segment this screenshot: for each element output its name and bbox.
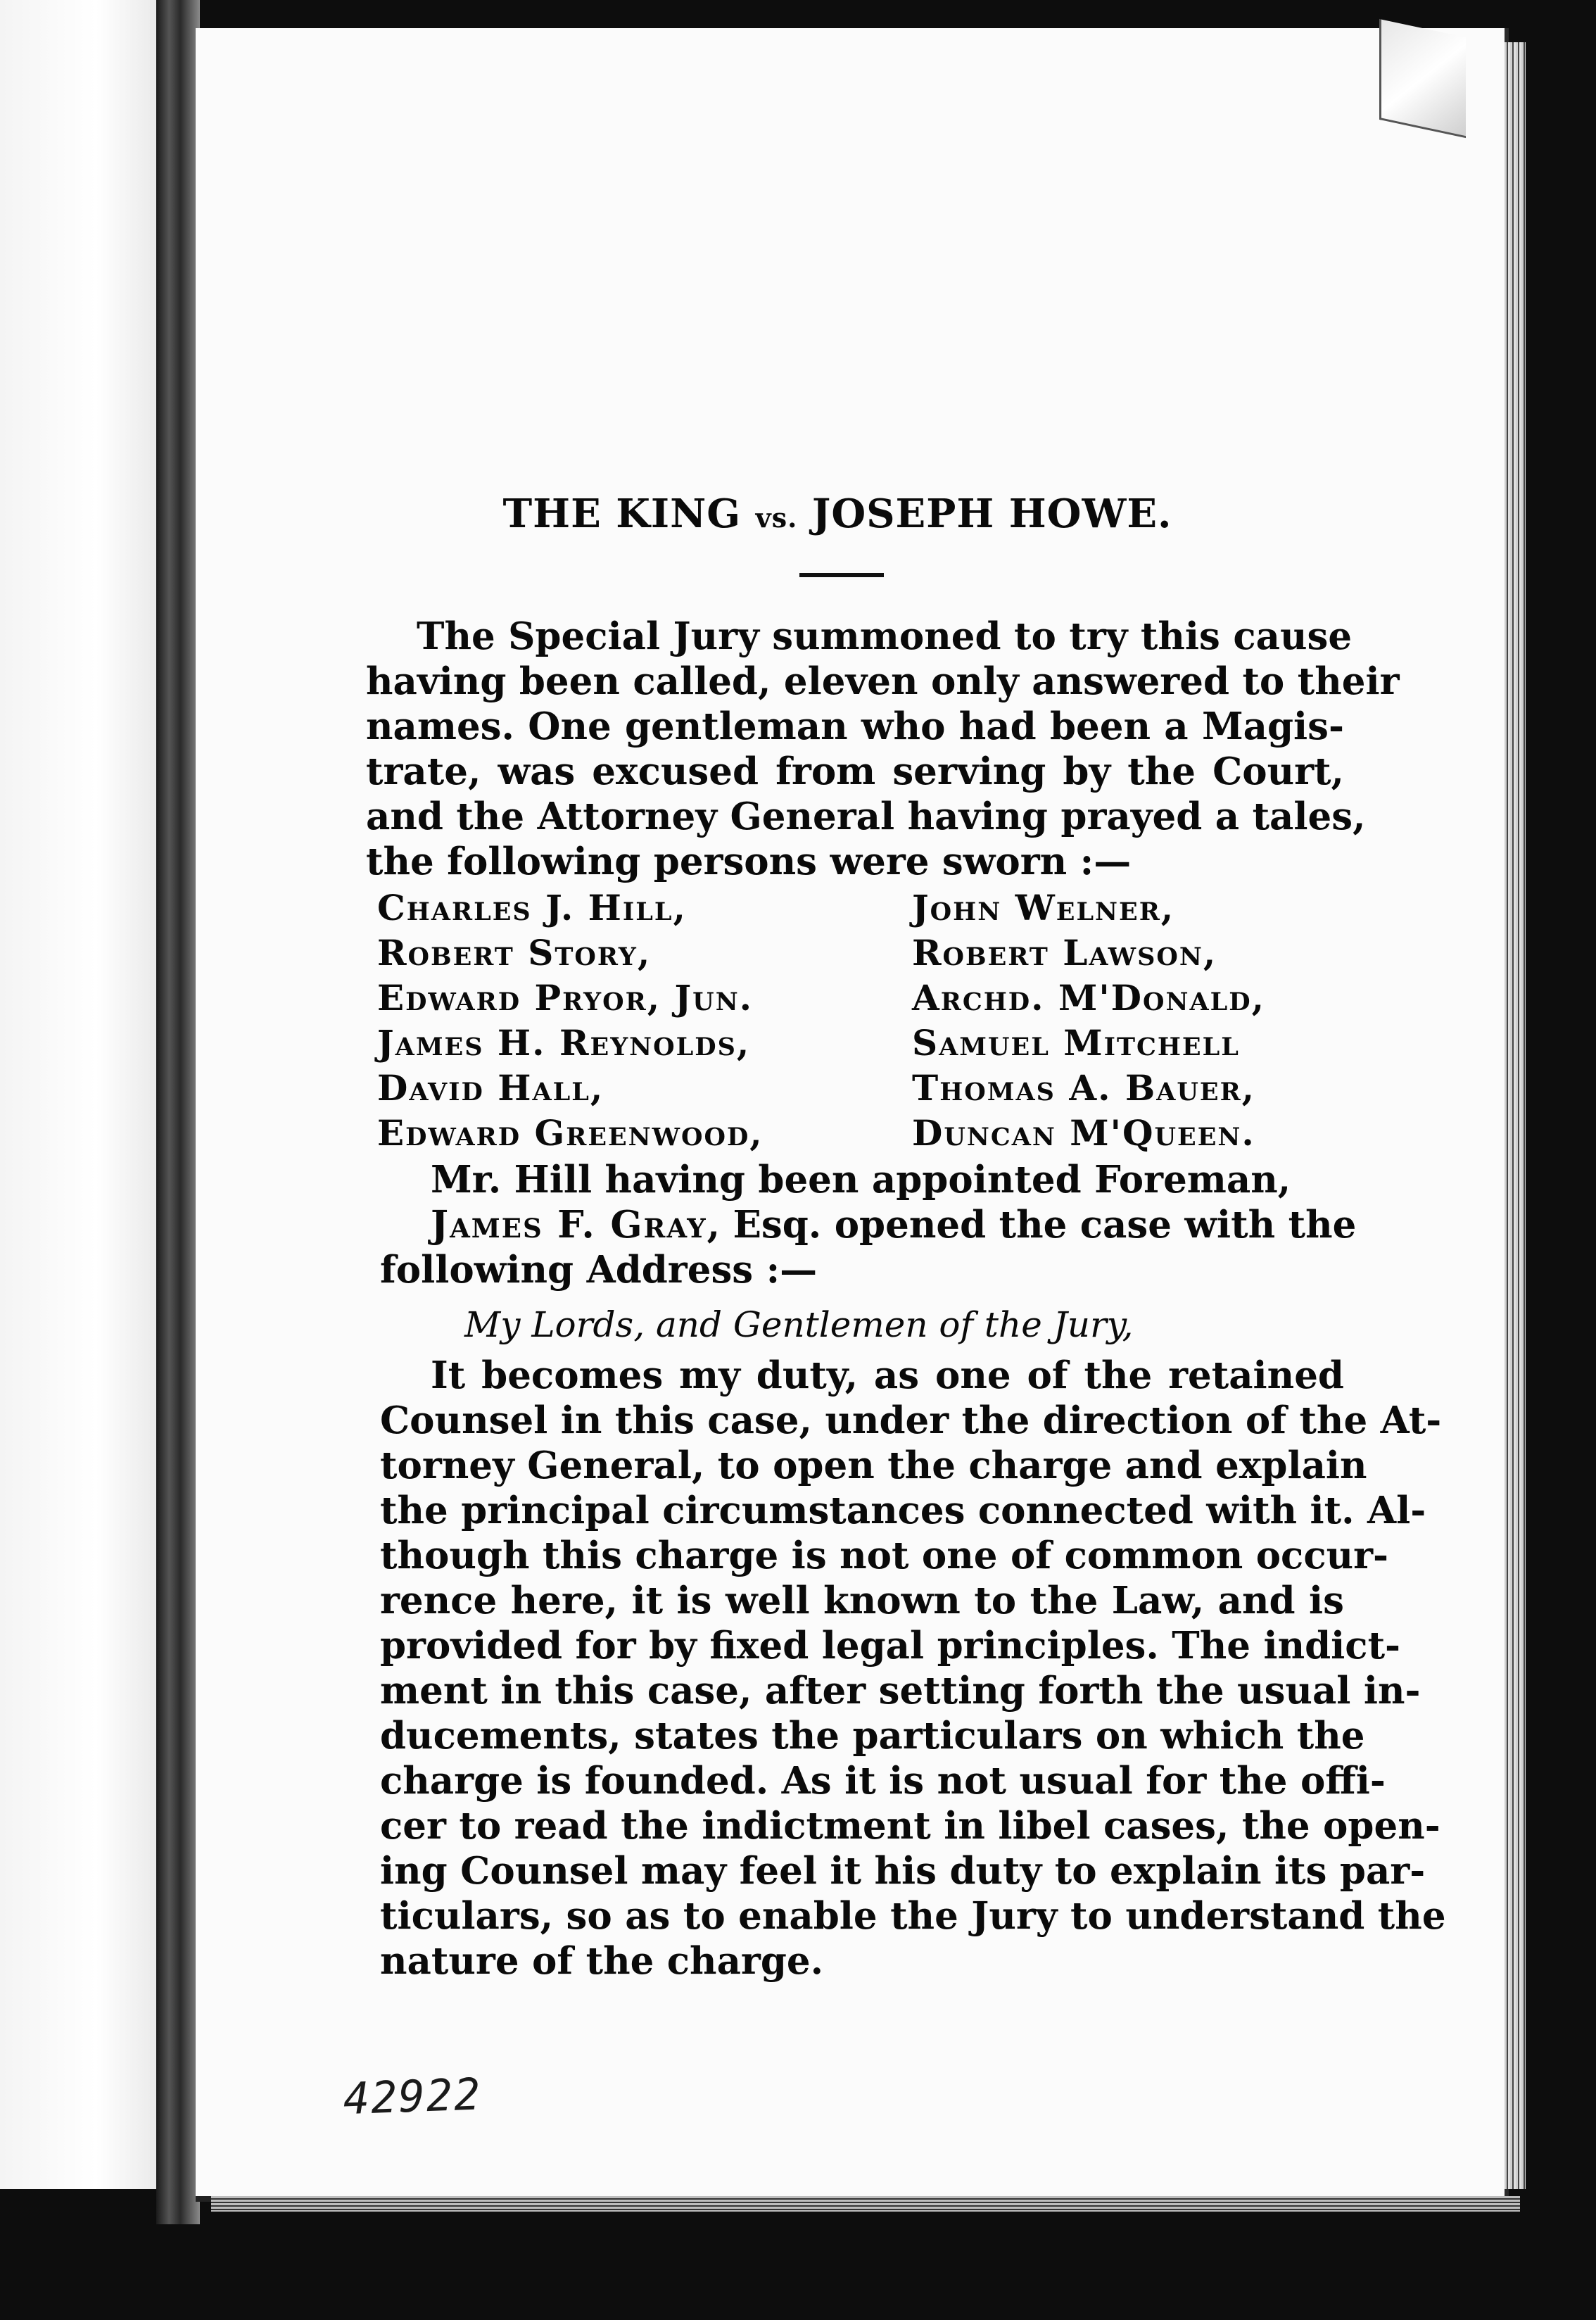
text-line: The Special Jury summoned to try this cause: [417, 614, 1353, 658]
juror-row: [377, 931, 1334, 976]
text-line: rence here, it is well known to the Law, and is: [380, 1579, 1344, 1622]
juror-name: Robert Story,: [377, 932, 652, 973]
juror-name: Edward Pryor, Jun.: [377, 977, 754, 1019]
facing-page: [0, 0, 163, 2189]
paragraph-foreman: [380, 1157, 1357, 1292]
text-line: and the Attorney General having prayed a tales,: [366, 795, 1366, 838]
text-line: provided for by fixed legal principles. The indict-: [380, 1624, 1401, 1668]
text-line: the following persons were sworn :—: [366, 840, 1132, 883]
text-line: following Address :—: [380, 1248, 818, 1292]
text-line: though this charge is not one of common occur-: [380, 1534, 1389, 1577]
page-title: [380, 486, 1295, 542]
text-line: ment in this case, after setting forth the usual in-: [380, 1669, 1421, 1713]
page-edge-bottom: [211, 2196, 1520, 2212]
text-line: having been called, eleven only answered to their: [366, 660, 1400, 703]
juror-name: Duncan M'Queen.: [912, 1112, 1255, 1154]
title-vs: vs.: [755, 502, 798, 534]
page-edge-right: [1505, 42, 1526, 2189]
text-line: ducements, states the particulars on which the: [380, 1714, 1365, 1758]
juror-name: David Hall,: [377, 1067, 604, 1109]
text-line: Counsel in this case, under the direction of the At-: [380, 1399, 1442, 1442]
juror-name: Robert Lawson,: [912, 932, 1217, 973]
juror-name: Charles J. Hill,: [377, 887, 687, 928]
text-line: It becomes my duty, as one of the retained: [431, 1354, 1344, 1397]
juror-row: [377, 976, 1334, 1021]
text-fragment: , Esq. opened the case with the: [707, 1203, 1357, 1247]
text-line: cer to read the indictment in libel cases, the open-: [380, 1804, 1440, 1848]
text-line: Mr. Hill having been appointed Foreman,: [431, 1158, 1291, 1202]
text-line: ing Counsel may feel it his duty to explain its par-: [380, 1849, 1426, 1893]
juror-name: Archd. M'Donald,: [912, 977, 1265, 1019]
text-line: charge is founded. As it is not usual for the offi-: [380, 1759, 1386, 1803]
juror-name: James H. Reynolds,: [377, 1022, 751, 1064]
text-line: names. One gentleman who had been a Magis-: [366, 705, 1344, 748]
folded-corner: [1379, 19, 1466, 138]
title-main: THE KING: [502, 491, 742, 537]
text-line: trate, was excused from serving by the Court,: [366, 750, 1344, 793]
juror-name: John Welner,: [912, 887, 1175, 928]
title-defendant: JOSEPH HOWE.: [811, 491, 1172, 537]
salutation: My Lords, and Gentlemen of the Jury,: [464, 1304, 1134, 1345]
juror-list: [377, 885, 1334, 1156]
text-line: torney General, to open the charge and explain: [380, 1444, 1367, 1487]
juror-name: Edward Greenwood,: [377, 1112, 764, 1154]
juror-row: [377, 1066, 1334, 1111]
juror-row: [377, 1111, 1334, 1156]
text-line: nature of the charge.: [380, 1939, 824, 1983]
counsel-name: James F. Gray: [431, 1203, 707, 1247]
text-line: [380, 1202, 1357, 1247]
title-rule: [799, 573, 884, 577]
juror-row: [377, 1021, 1334, 1066]
text-line: ticulars, so as to enable the Jury to understand the: [380, 1894, 1446, 1938]
juror-row: [377, 885, 1334, 931]
juror-name: Thomas A. Bauer,: [912, 1067, 1256, 1109]
handwritten-accession-number: 42922: [342, 2068, 483, 2125]
book-gutter: [156, 0, 200, 2224]
text-line: the principal circumstances connected with it. Al-: [380, 1489, 1426, 1532]
paragraph-jury-summoned: [366, 614, 1400, 884]
paragraph-address: [380, 1353, 1446, 1984]
juror-name: Samuel Mitchell: [912, 1022, 1240, 1064]
